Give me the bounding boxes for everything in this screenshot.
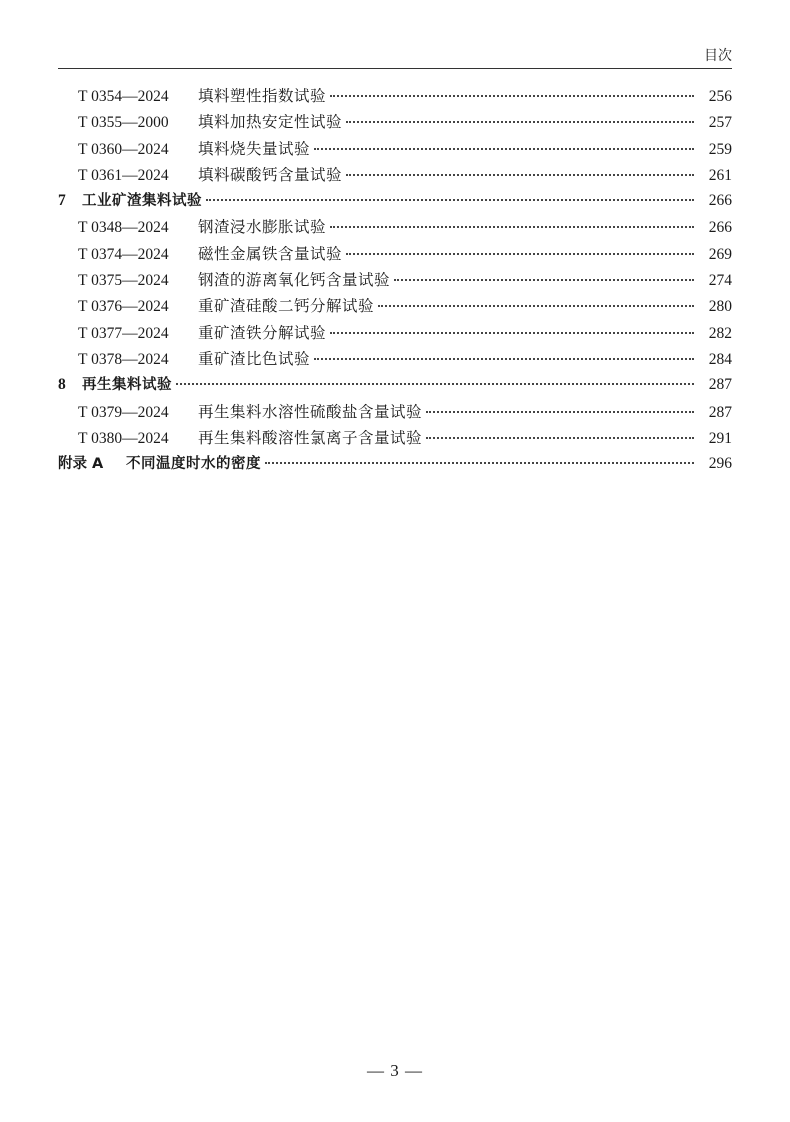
toc-entry-title: 再生集料水溶性硫酸盐含量试验	[198, 402, 423, 421]
toc-entry-code: T 0355—2000	[78, 114, 169, 132]
toc-entry-title: 再生集料酸溶性氯离子含量试验	[198, 428, 423, 447]
toc-entry-title: 钢渣浸水膨胀试验	[198, 218, 327, 237]
toc-chapter-entry[interactable]	[58, 373, 732, 399]
toc-entry[interactable]	[58, 400, 732, 426]
toc-entry[interactable]	[58, 110, 732, 136]
toc-entry-code: T 0374—2024	[78, 245, 169, 263]
toc-entry-title: 重矿渣硅酸二钙分解试验	[198, 297, 375, 316]
toc-dot-leader	[330, 226, 694, 228]
toc-entry[interactable]	[58, 347, 732, 373]
toc-appendix-label: 附录 A	[58, 456, 104, 473]
toc-dot-leader	[426, 437, 694, 439]
toc-entry-code: T 0377—2024	[78, 324, 169, 342]
toc-entry[interactable]	[58, 242, 732, 268]
toc-chapter-title: 再生集料试验	[82, 377, 172, 394]
toc-entry-page: 266	[708, 219, 732, 237]
toc-dot-leader	[176, 383, 694, 385]
toc-chapter-number: 8	[58, 376, 66, 394]
table-of-contents	[58, 84, 732, 478]
toc-dot-leader	[426, 411, 694, 413]
toc-chapter-entry[interactable]	[58, 189, 732, 215]
toc-chapter-title: 工业矿渣集料试验	[82, 193, 202, 210]
toc-entry-title: 重矿渣比色试验	[198, 349, 311, 368]
toc-entry-page: 287	[708, 403, 732, 421]
toc-dot-leader	[206, 199, 694, 201]
toc-dot-leader	[314, 358, 694, 360]
toc-chapter-number: 7	[58, 192, 66, 210]
toc-entry-title: 钢渣的游离氧化钙含量试验	[198, 271, 391, 290]
toc-dot-leader	[314, 148, 694, 150]
toc-appendix-entry[interactable]	[58, 452, 732, 478]
toc-dot-leader	[346, 253, 694, 255]
toc-entry-code: T 0348—2024	[78, 219, 169, 237]
toc-entry-title: 填料加热安定性试验	[198, 113, 343, 132]
toc-entry-page: 257	[708, 114, 732, 132]
toc-dot-leader	[330, 95, 694, 97]
toc-entry-code: T 0379—2024	[78, 403, 169, 421]
toc-entry-title: 填料烧失量试验	[198, 139, 311, 158]
toc-dot-leader	[346, 174, 694, 176]
toc-entry-page: 259	[708, 140, 732, 158]
toc-appendix-title: 不同温度时水的密度	[126, 456, 261, 473]
toc-entry-page: 256	[708, 88, 732, 105]
toc-entry-code: T 0375—2024	[78, 272, 169, 290]
toc-entry-page: 296	[708, 455, 732, 473]
toc-entry-page: 291	[708, 429, 732, 447]
toc-entry-page: 284	[708, 350, 732, 368]
toc-entry[interactable]	[58, 84, 732, 110]
toc-entry[interactable]	[58, 163, 732, 189]
toc-entry-code: T 0380—2024	[78, 429, 169, 447]
toc-dot-leader	[330, 332, 694, 334]
toc-dot-leader	[394, 279, 694, 281]
toc-dot-leader	[378, 305, 694, 307]
toc-entry[interactable]	[58, 321, 732, 347]
toc-dot-leader	[265, 462, 694, 464]
toc-entry[interactable]	[58, 268, 732, 294]
toc-entry-title: 重矿渣铁分解试验	[198, 323, 327, 342]
toc-entry-title: 填料塑性指数试验	[198, 87, 327, 105]
toc-entry-code: T 0376—2024	[78, 298, 169, 316]
toc-entry[interactable]	[58, 215, 732, 241]
toc-entry[interactable]	[58, 294, 732, 320]
toc-entry-page: 274	[708, 272, 732, 290]
toc-entry-code: T 0354—2024	[78, 88, 169, 105]
toc-entry-code: T 0361—2024	[78, 166, 169, 184]
toc-entry-page: 282	[708, 324, 732, 342]
toc-entry[interactable]	[58, 426, 732, 452]
running-header-label: 目次	[704, 48, 732, 64]
toc-entry-title: 磁性金属铁含量试验	[198, 244, 343, 263]
header-divider	[58, 68, 732, 69]
toc-entry-code: T 0378—2024	[78, 350, 169, 368]
page-number: — 3 —	[367, 1061, 423, 1080]
toc-entry-page: 269	[708, 245, 732, 263]
toc-dot-leader	[346, 121, 694, 123]
toc-entry-page: 266	[708, 192, 732, 210]
toc-entry-page: 261	[708, 166, 732, 184]
toc-entry-page: 280	[708, 298, 732, 316]
toc-entry-page: 287	[708, 376, 732, 394]
toc-entry-code: T 0360—2024	[78, 140, 169, 158]
toc-entry[interactable]	[58, 137, 732, 163]
toc-entry-title: 填料碳酸钙含量试验	[198, 165, 343, 184]
